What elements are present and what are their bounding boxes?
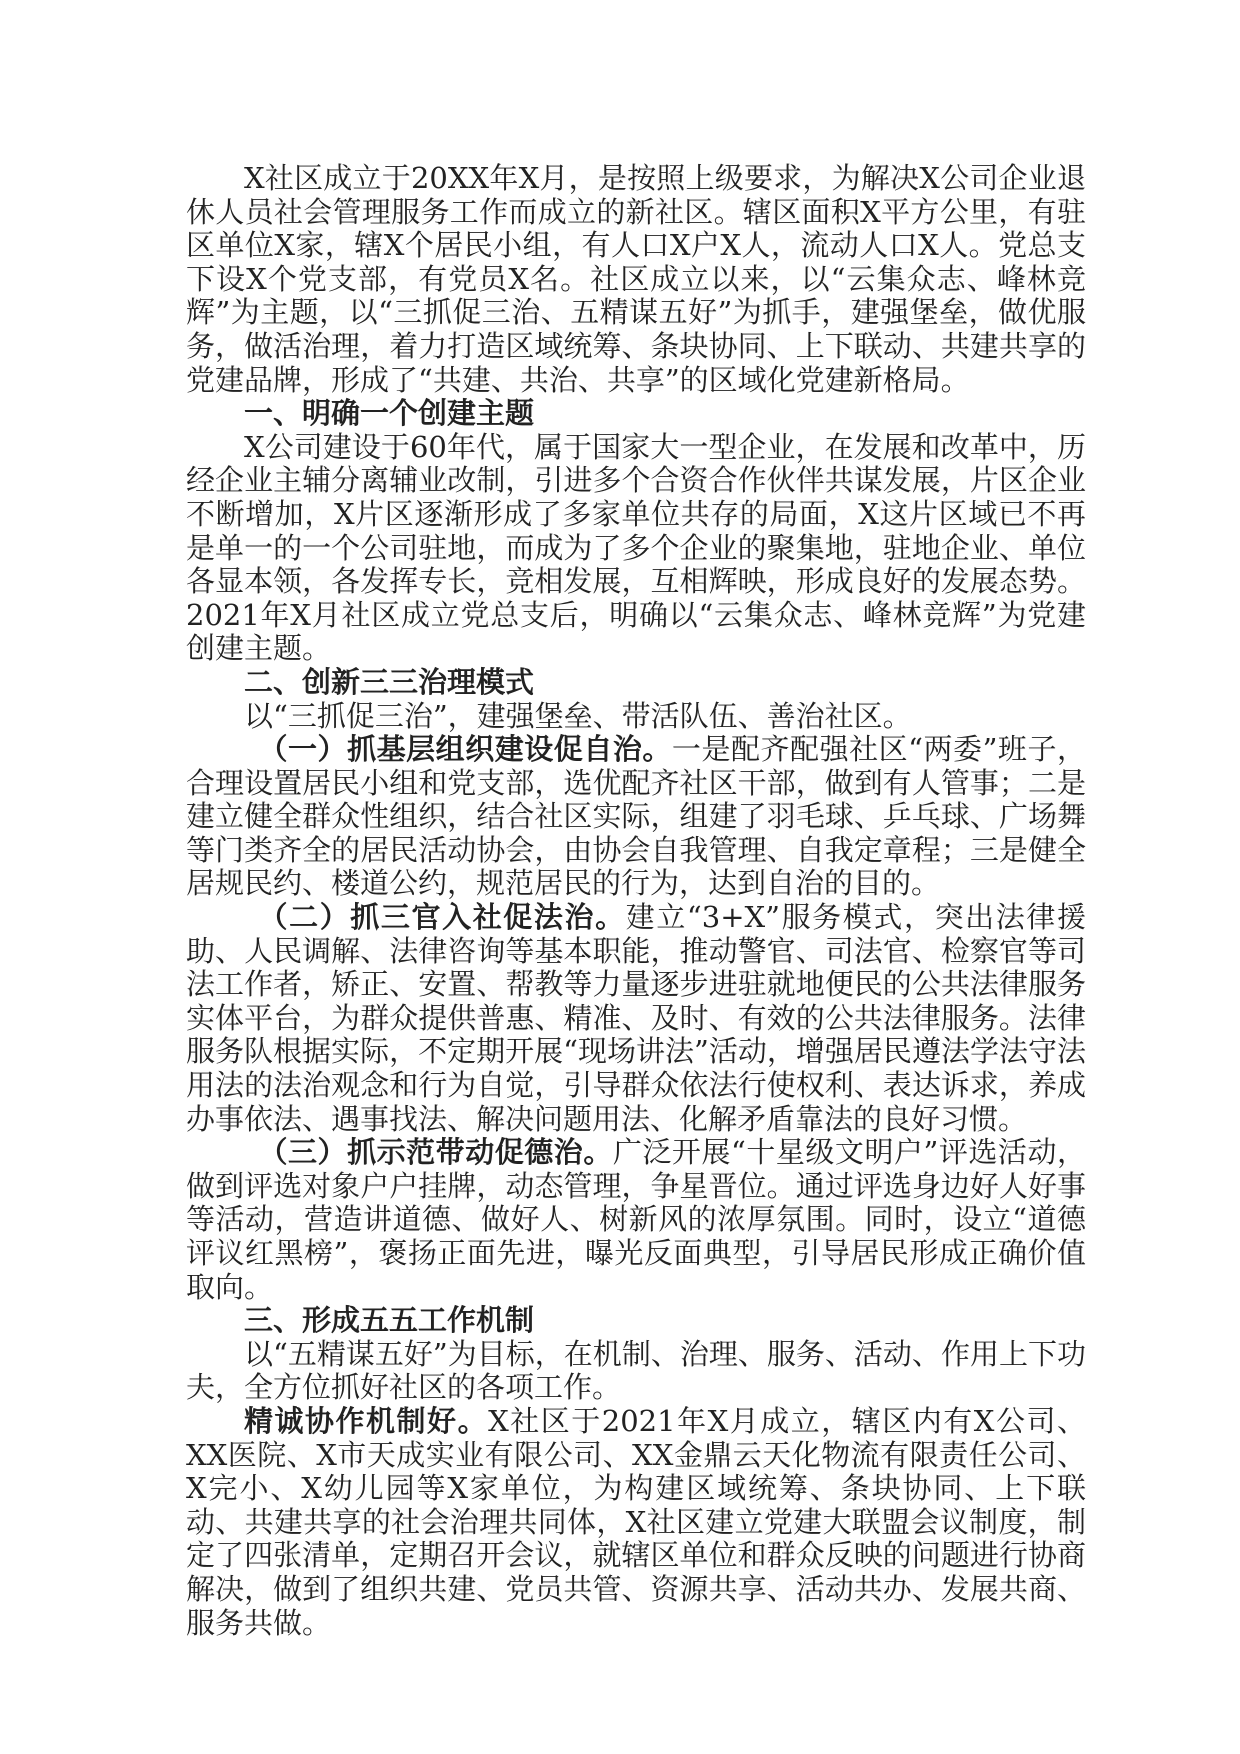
subsection-1-paragraph [186, 733, 1086, 901]
paragraph-text: 以“五精谋五好”为目标，在机制、治理、服务、活动、作用上下功夫，全方位抓好社区的各项工作。 [186, 1336, 1086, 1405]
document-page [186, 162, 1086, 1640]
paragraph-text: 广泛开展“十星级文明户”评选活动，做到评选对象户户挂牌，动态管理，争星晋位。通过评选身边好人好事等活动，营造讲道德、做好人、树新风的浓厚氛围。同时，设立“道德评议红黑榜”，褒扬正面先进，曝光反面典型，引导居民形成正确价值取向。 [186, 1135, 1086, 1304]
paragraph-text: X社区成立于20XX年X月，是按照上级要求，为解决X公司企业退休人员社会管理服务工作而成立的新社区。辖区面积X平方公里，有驻区单位X家，辖X个居民小组，有人口X户X人，流动人口X人。党总支下设X个党支部，有党员X名。社区成立以来，以“云集众志、峰林竞辉”为主题，以“三抓促三治、五精谋五好”为抓手，建强堡垒，做优服务，做活治理，着力打造区域统筹、条块协同、上下联动、共建共享的党建品牌，形成了“共建、共治、共享”的区域化党建新格局。 [186, 161, 1086, 397]
intro-paragraph [186, 162, 1086, 397]
section-3-intro [186, 1338, 1086, 1405]
section-heading-2: 二、创新三三治理模式 [244, 664, 535, 699]
subsection-lead: （三）抓示范带动促德治。 [258, 1135, 613, 1170]
section-2-intro [186, 700, 1086, 734]
paragraph-text: 一是配齐配强社区“两委”班子，合理设置居民小组和党支部，选优配齐社区干部，做到有人管事；二是建立健全群众性组织，结合社区实际，组建了羽毛球、乒乓球、广场舞等门类齐全的居民活动协会，由协会自我管理、自我定章程；三是健全居规民约、楼道公约，规范居民的行为，达到自治的目的。 [186, 732, 1086, 901]
section-heading-1: 一、明确一个创建主题 [244, 396, 535, 431]
paragraph-lead: 精诚协作机制好。 [244, 1403, 489, 1438]
subsection-lead: （二）抓三官入社促法治。 [258, 900, 626, 935]
subsection-2-paragraph [186, 901, 1086, 1136]
subsection-3-paragraph [186, 1136, 1086, 1304]
paragraph-text: 建立“3+X”服务模式，突出法律援助、人民调解、法律咨询等基本职能，推动警官、司法官、检察官等司法工作者，矫正、安置、帮教等力量逐步进驻就地便民的公共法律服务实体平台，为群众提供普惠、精准、及时、有效的公共法律服务。法律服务队根据实际，不定期开展“现场讲法”活动，增强居民遵法学法守法用法的法治观念和行为自觉，引导群众依法行使权利、表达诉求，养成办事依法、遇事找法、解决问题用法、化解矛盾靠法的良好习惯。 [186, 900, 1086, 1136]
subsection-lead: （一）抓基层组织建设促自治。 [258, 732, 672, 767]
paragraph-text: 以“三抓促三治”，建强堡垒、带活队伍、善治社区。 [244, 698, 912, 733]
mechanism-paragraph [186, 1405, 1086, 1640]
paragraph-text: X社区于2021年X月成立，辖区内有X公司、XX医院、X市天成实业有限公司、XX金鼎云天化物流有限责任公司、X完小、X幼儿园等X家单位，为构建区域统筹、条块协同、上下联动、共建共享的社会治理共同体，X社区建立党建大联盟会议制度，制定了四张清单，定期召开会议，就辖区单位和群众反映的问题进行协商解决，做到了组织共建、党员共管、资源共享、活动共办、发展共商、服务共做。 [186, 1403, 1086, 1640]
paragraph-text: X公司建设于60年代，属于国家大一型企业，在发展和改革中，历经企业主辅分离辅业改制，引进多个合资合作伙伴共谋发展，片区企业不断增加，X片区逐渐形成了多家单位共存的局面，X这片区域已不再是单一的一个公司驻地，而成为了多个企业的聚集地，驻地企业、单位各显本领，各发挥专长，竞相发展，互相辉映，形成良好的发展态势。2021年X月社区成立党总支后，明确以“云集众志、峰林竞辉”为党建创建主题。 [186, 429, 1086, 666]
section-1-paragraph [186, 431, 1086, 666]
section-heading-3: 三、形成五五工作机制 [244, 1303, 535, 1338]
